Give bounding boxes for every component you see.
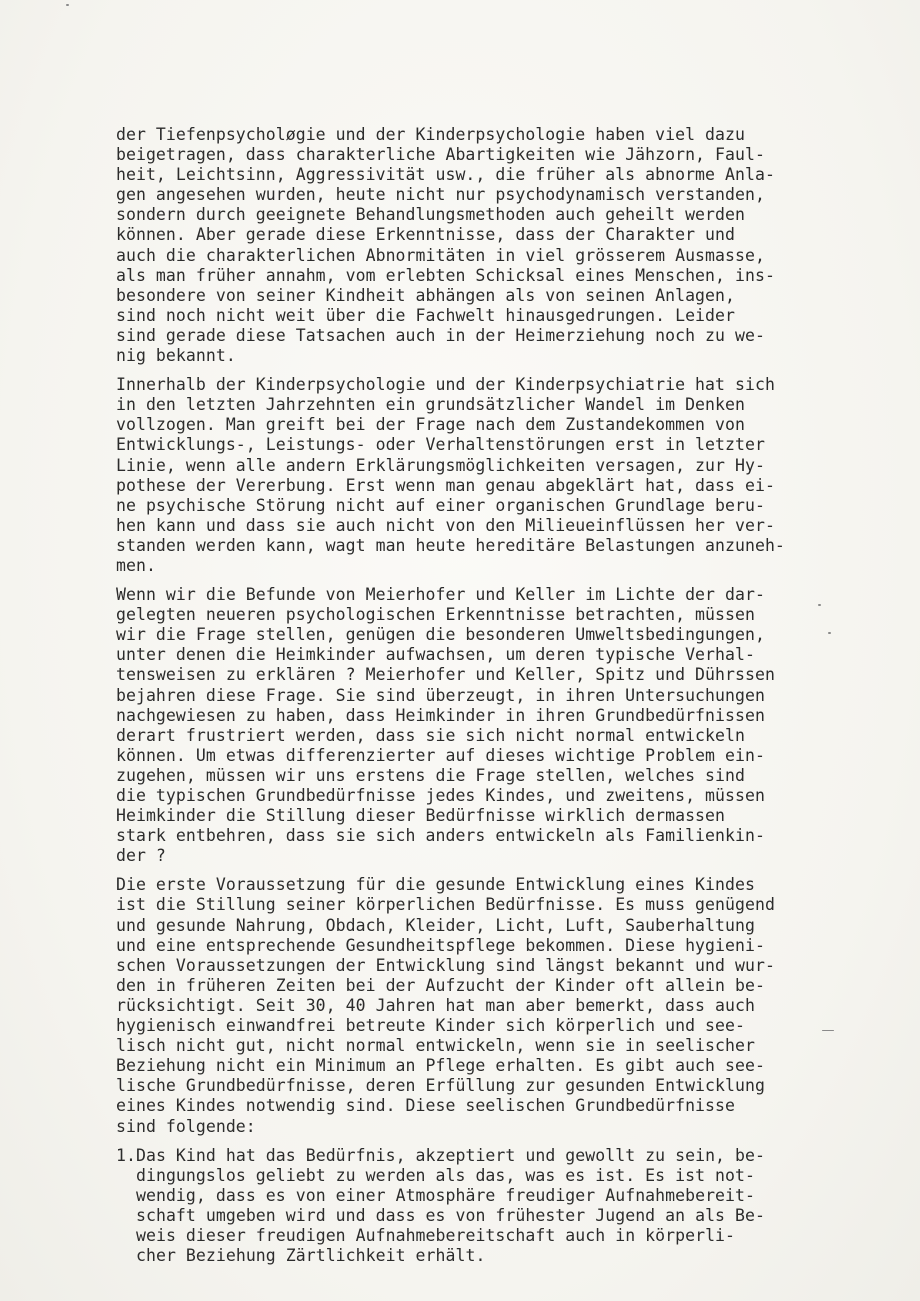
text-line: heit, Leichtsinn, Aggressivität usw., die früher als abnorme Anla- [116, 165, 775, 185]
text-line: können. Um etwas differenzierter auf dieses wichtige Problem ein- [116, 745, 765, 765]
text-line: gen angesehen wurden, heute nicht nur psychodynamisch verstanden, [116, 185, 765, 205]
text-line: rücksichtigt. Seit 30, 40 Jahren hat man aber bemerkt, dass auch [116, 995, 755, 1015]
text-line: gelegten neueren psychologischen Erkenntnisse betrachten, müssen [116, 605, 755, 625]
text-line: ist die Stillung seiner körperlichen Bedürfnisse. Es muss genügend [116, 895, 775, 915]
text-line: nig bekannt. [116, 346, 236, 366]
text-line: sondern durch geeignete Behandlungsmethoden auch geheilt werden [116, 205, 745, 225]
text-line: cher Beziehung Zärtlichkeit erhält. [136, 1246, 486, 1266]
text-line: derart frustriert werden, dass sie sich nicht normal entwickeln [116, 725, 745, 745]
paragraph-3 [116, 585, 836, 866]
text-line: wendig, dass es von einer Atmosphäre freudiger Aufnahmebereit- [136, 1185, 755, 1205]
text-line: Entwicklungs-, Leistungs- oder Verhaltenstörungen erst in letzter [116, 435, 765, 455]
text-line: sind gerade diese Tatsachen auch in der Heimerziehung noch zu we- [116, 325, 765, 345]
text-line: schen Voraussetzungen der Entwicklung sind längst bekannt und wur- [116, 955, 775, 975]
paragraph-4 [116, 875, 836, 1136]
text-line: Heimkinder die Stillung dieser Bedürfnisse wirklich dermassen [116, 806, 726, 826]
text-line: in den letzten Jahrzehnten ein grundsätzlicher Wandel im Denken [116, 395, 745, 415]
text-line: bejahren diese Frage. Sie sind überzeugt, in ihren Untersuchungen [116, 685, 765, 705]
text-line: und eine entsprechende Gesundheitspflege bekommen. Diese hygieni- [116, 935, 765, 955]
text-line: standen werden kann, wagt man heute hereditäre Belastungen anzuneh- [116, 535, 785, 555]
text-line: hygienisch einwandfrei betreute Kinder sich körperlich und see- [116, 1016, 745, 1036]
text-line: Das Kind hat das Bedürfnis, akzeptiert und gewollt zu sein, be- [136, 1145, 765, 1165]
text-line: Linie, wenn alle andern Erklärungsmöglichkeiten versagen, zur Hy- [116, 455, 765, 475]
text-line: und gesunde Nahrung, Obdach, Kleider, Licht, Luft, Sauberhaltung [116, 915, 755, 935]
text-line: besondere von seiner Kindheit abhängen als von seinen Anlagen, [116, 285, 735, 305]
text-line: können. Aber gerade diese Erkenntnisse, dass der Charakter und [116, 225, 735, 245]
text-line: Wenn wir die Befunde von Meierhofer und Keller im Lichte der dar- [116, 585, 765, 605]
text-line: ne psychische Störung nicht auf einer organischen Grundlage beru- [116, 495, 765, 515]
text-line: wir die Frage stellen, genügen die besonderen Umweltsbedingungen, [116, 625, 765, 645]
text-line: lische Grundbedürfnisse, deren Erfüllung zur gesunden Entwicklung [116, 1076, 765, 1096]
text-line: stark entbehren, dass sie sich anders entwickeln als Familienkin- [116, 826, 765, 846]
text-line: zugehen, müssen wir uns erstens die Frage stellen, welches sind [116, 765, 745, 785]
paragraph-2 [116, 375, 836, 576]
list-item [116, 1146, 836, 1267]
paper-speck [66, 4, 69, 6]
text-line: Innerhalb der Kinderpsychologie und der Kinderpsychiatrie hat sich [116, 375, 775, 395]
document-body [116, 125, 836, 1266]
text-line: nachgewiesen zu haben, dass Heimkinder in ihren Grundbedürfnissen [116, 705, 765, 725]
text-line: unter denen die Heimkinder aufwachsen, um deren typische Verhal- [116, 645, 755, 665]
text-line: vollzogen. Man greift bei der Frage nach dem Zustandekommen von [116, 415, 745, 435]
text-line: der Tiefenpsycholøgie und der Kinderpsychologie haben viel dazu [116, 125, 745, 144]
text-line: sind folgende: [116, 1116, 256, 1136]
text-line: schaft umgeben wird und dass es von frühester Jugend an als Be- [136, 1205, 765, 1225]
list-item-number: 1. [116, 1145, 136, 1165]
text-line: eines Kindes notwendig sind. Diese seelischen Grundbedürfnisse [116, 1096, 735, 1116]
text-line: Beziehung nicht ein Minimum an Pflege erhalten. Es gibt auch see- [116, 1056, 765, 1076]
text-line: weis dieser freudigen Aufnahmebereitschaft auch in körperli- [136, 1225, 736, 1245]
text-line: sind noch nicht weit über die Fachwelt hinausgedrungen. Leider [116, 305, 735, 325]
paragraph-1 [116, 125, 836, 366]
text-line: hen kann und dass sie auch nicht von den Milieueinflüssen her ver- [116, 515, 775, 535]
text-line: pothese der Vererbung. Erst wenn man genau abgeklärt hat, dass ei- [116, 475, 775, 495]
text-line: den in früheren Zeiten bei der Aufzucht der Kinder oft allein be- [116, 975, 765, 995]
text-line: die typischen Grundbedürfnisse jedes Kindes, und zweitens, müssen [116, 786, 765, 805]
text-line: dingungslos geliebt zu werden als das, was es ist. Es ist not- [136, 1165, 755, 1185]
text-line: lisch nicht gut, nicht normal entwickeln, wenn sie in seelischer [116, 1036, 755, 1056]
text-line: auch die charakterlichen Abnormitäten in viel grösserem Ausmasse, [116, 245, 765, 265]
text-line: Die erste Voraussetzung für die gesunde Entwicklung eines Kindes [116, 875, 755, 895]
text-line: tensweisen zu erklären ? Meierhofer und Keller, Spitz und Dührssen [116, 665, 775, 685]
text-line: men. [116, 555, 156, 575]
text-line: der ? [116, 846, 166, 866]
text-line: als man früher annahm, vom erlebten Schicksal eines Menschen, ins- [116, 265, 775, 285]
text-line: beigetragen, dass charakterliche Abartigkeiten wie Jähzorn, Faul- [116, 145, 765, 165]
